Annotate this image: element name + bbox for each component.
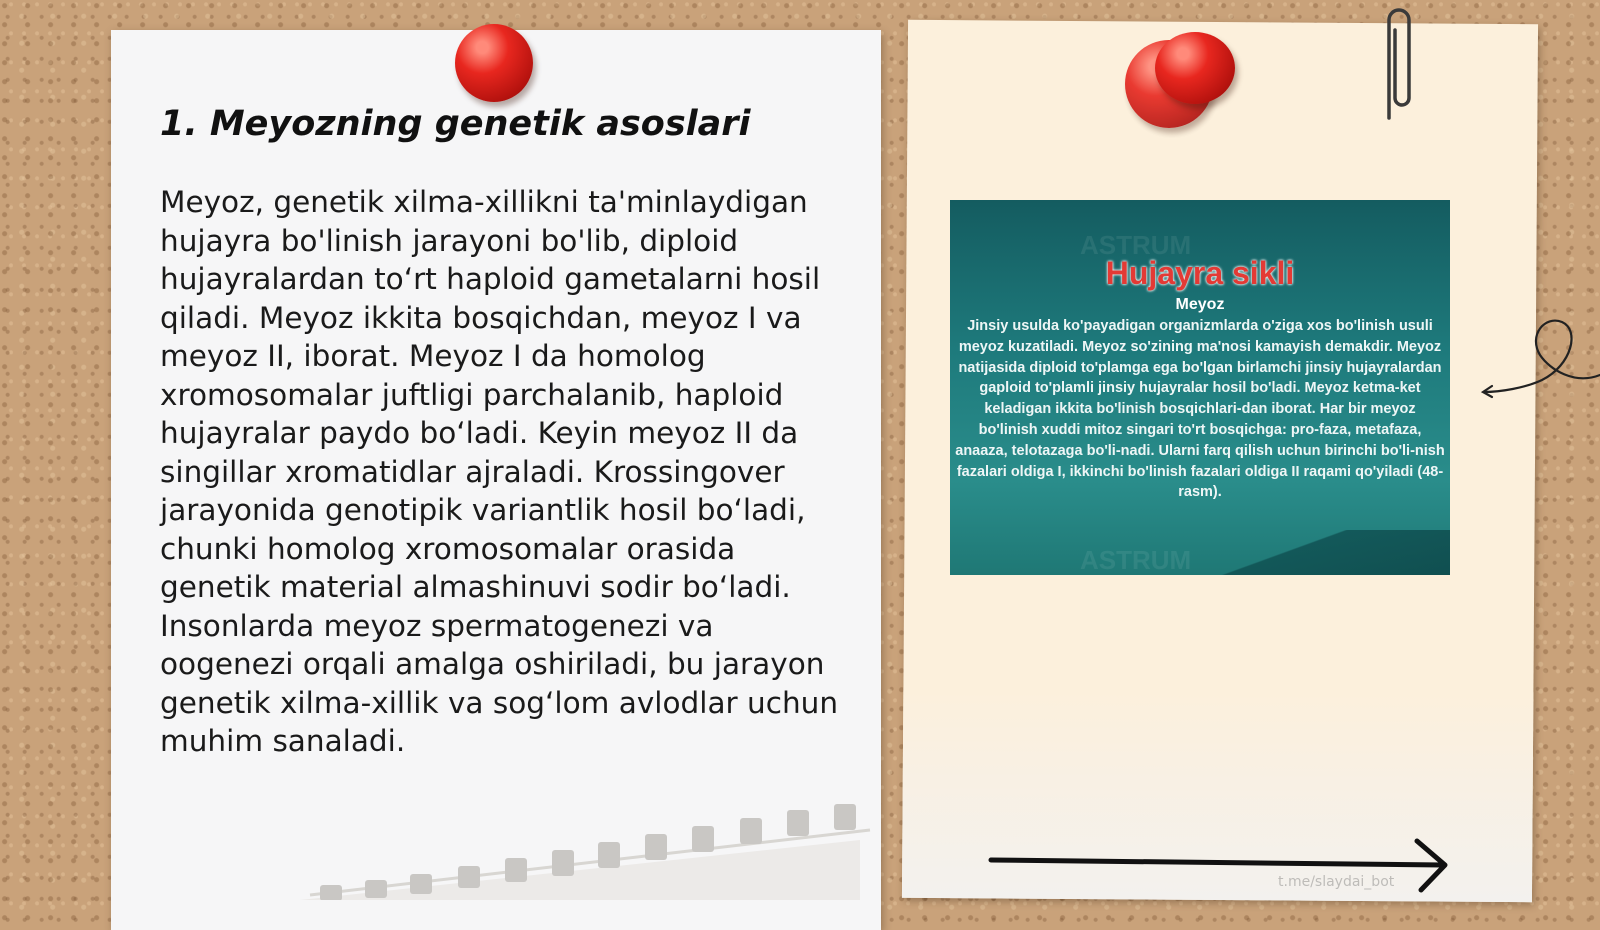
push-pin-icon (455, 24, 533, 102)
slide-body-text: Meyoz, genetik xilma-xillikni ta'minlaydigan hujayra bo'linish jarayoni bo'lib, diploid hujayralardan to‘rt haploid gametalarni hosil qiladi. Meyoz ikkita bosqichdan, meyoz I va meyoz II, iborat. Meyoz I da homolog xromosomalar juftligi parchalanib, haploid hujayralar paydo bo‘ladi. Keyin meyoz II da singillar xromatidlar ajraladi. Krossingover jarayonida genotipik variantlik hosil bo‘ladi, chunki homolog xromosomalar orasida genetik material almashinuvi sodir bo‘ladi. Insonlarda meyoz spermatogenezi va oogenezi orqali amalga oshiriladi, bu jarayon genetik xilma-xillik va sog‘lom avlodlar uchun muhim sanaladi. (160, 185, 839, 758)
card-title: Hujayra sikli (1105, 255, 1295, 291)
paper-clip-icon (1375, 0, 1415, 125)
card-text: Jinsiy usulda ko'payadigan organizmlarda o'ziga xos bo'linish usuli meyoz kuzatiladi. Meyoz so'zining ma'nosi kamayish demakdir. Meyoz natijasida diploid to'plamga ega bo'lgan birlamchi jinsiy hujayralardan gaploid to'plamli jinsiy hujayralar hosil bo'ladi. Meyoz ketma-ket keladigan ikkita bo'linish bosqichlari-dan iborat. Har bir meyoz bo'linish xuddi mitoz singari to'rt bosqichga: pro-faza, metafaza, anaaza, telotazaga bo'li-nadi. Ularni farq qilish uchun birinchi bo'li-nish fazalari oldiga I, ikkinchi bo'linish fazalari oldiga II raqami qo'yiladi (48-rasm). (955, 318, 1445, 501)
card-subtitle: Meyoz (1175, 296, 1225, 313)
hujayra-sikli-image: ASTRUM ASTRUM Hujayra sikli Meyoz Jinsiy usulda ko'payadigan organizmlarda o'ziga xos bo'linish usuli meyoz kuzatiladi. Meyoz so'zining ma'nosi kamayish demakdir. Meyoz natijasida diploid to'plamga ega bo'lgan birlamchi jinsiy hujayralardan gaploid to'plamli jinsiy hujayralar hosil bo'ladi. Meyoz ketma-ket keladigan ikkita bo'linish bosqichlari-dan iborat. Har bir meyoz bo'linish xuddi mitoz singari to'rt bosqichga: pro-faza, metafaza, anaaza, telotazaga bo'li-nadi. Ularni farq qilish uchun birinchi bo'li-nish fazalari oldiga I, ikkinchi bo'linish fazalari oldiga II raqami qo'yiladi (48-rasm). (950, 200, 1450, 575)
torn-notebook-edge (300, 800, 880, 900)
slide-title: 1. Meyozning genetik asoslari (160, 104, 751, 144)
push-pin-icon (1155, 32, 1235, 104)
footer-tag: t.me/slaydai_bot (1278, 874, 1395, 890)
swirl-arrow-icon (1480, 310, 1600, 410)
